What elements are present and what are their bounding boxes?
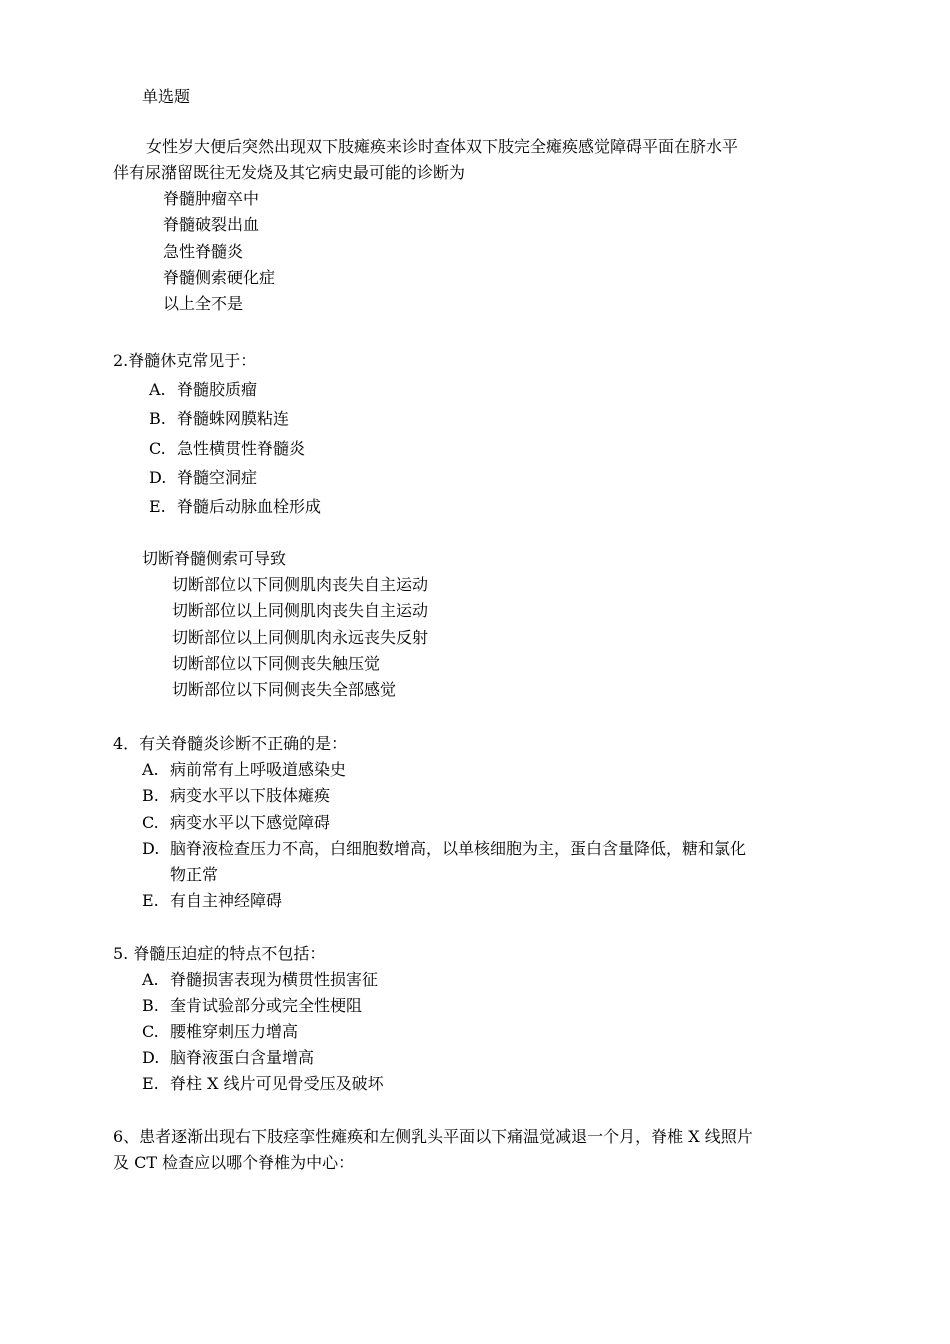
option-letter: C. [149,439,166,458]
option-letter: B. [149,409,166,428]
q1-stem-line1: 女性岁大便后突然出现双下肢瘫痪来诊时查体双下肢完全瘫痪感觉障碍平面在脐水平 [146,137,739,156]
q6-stem-line2: 及 CT 检查应以哪个脊椎为中心： [113,1153,355,1172]
q5-option [142,1071,384,1097]
q1-stem-line2: 伴有尿潴留既往无发烧及其它病史最可能的诊断为 [113,163,466,182]
q4-option [142,783,330,809]
q4-option [142,757,346,783]
q2-stem: 2.脊髓休克常见于： [113,351,257,370]
section-title: 单选题 [142,87,191,106]
option-letter: D. [142,1048,160,1067]
option-letter: B. [142,786,159,805]
option-letter: C. [142,1022,159,1041]
option-text: 脑脊液蛋白含量增高 [170,1048,315,1067]
q3-option: 切断部位以上同侧肌肉永远丧失反射 [172,628,429,647]
option-letter: A. [142,760,159,779]
q1-option: 脊髓肿瘤卒中 [163,189,260,208]
q5-stem: 5. 脊髓压迫症的特点不包括： [113,944,326,963]
q2-option [149,494,321,520]
option-letter: A. [149,380,166,399]
q5-option [142,993,362,1019]
option-text: 奎肯试验部分或完全性梗阻 [170,996,363,1015]
q3-option: 切断部位以下同侧丧失全部感觉 [172,680,397,699]
option-text: 病前常有上呼吸道感染史 [170,760,347,779]
q3-option: 切断部位以下同侧肌肉丧失自主运动 [172,575,429,594]
q4-stem: 4．有关脊髓炎诊断不正确的是： [113,734,348,753]
q3-stem: 切断脊髓侧索可导致 [142,549,287,568]
q1-option: 脊髓破裂出血 [163,215,260,234]
option-text: 脊髓胶质瘤 [177,380,258,399]
option-letter: C. [142,813,159,832]
q5-option [142,967,378,993]
q5-option [142,1045,314,1071]
option-text: 脊髓空洞症 [177,468,258,487]
q3-option: 切断部位以上同侧肌肉丧失自主运动 [172,601,429,620]
q4-option [142,888,282,914]
q2-option [149,465,257,491]
option-text: 脊柱 X 线片可见骨受压及破坏 [170,1074,384,1093]
option-text: 病变水平以下感觉障碍 [170,813,331,832]
q4-option [142,836,746,862]
option-text: 有自主神经障碍 [170,891,283,910]
option-text: 脊髓后动脉血栓形成 [177,497,322,516]
q3-option: 切断部位以下同侧丧失触压觉 [172,654,381,673]
option-text: 腰椎穿刺压力增高 [170,1022,299,1041]
option-text: 急性横贯性脊髓炎 [177,439,306,458]
q2-option [149,436,305,462]
q1-option: 脊髓侧索硬化症 [163,268,276,287]
option-letter: D. [142,839,160,858]
q5-option [142,1019,298,1045]
q4-option [142,810,330,836]
option-text: 病变水平以下肢体瘫痪 [170,786,331,805]
option-letter: A. [142,970,159,989]
option-letter: E. [142,891,159,910]
q1-option: 急性脊髓炎 [163,242,244,261]
option-letter: D. [149,468,167,487]
q4-option-d-continuation: 物正常 [170,865,219,884]
option-text: 脊髓蛛网膜粘连 [177,409,290,428]
option-text: 脑脊液检查压力不高，白细胞数增高，以单核细胞为主，蛋白含量降低，糖和氯化 [170,839,747,858]
q6-stem-line1: 6、患者逐渐出现右下肢痉挛性瘫痪和左侧乳头平面以下痛温觉减退一个月，脊椎 X 线照片 [113,1127,753,1146]
q2-option [149,406,289,432]
option-text: 脊髓损害表现为横贯性损害征 [170,970,379,989]
q1-option: 以上全不是 [163,294,244,313]
option-letter: E. [149,497,166,516]
option-letter: E. [142,1074,159,1093]
option-letter: B. [142,996,159,1015]
q2-option [149,377,257,403]
